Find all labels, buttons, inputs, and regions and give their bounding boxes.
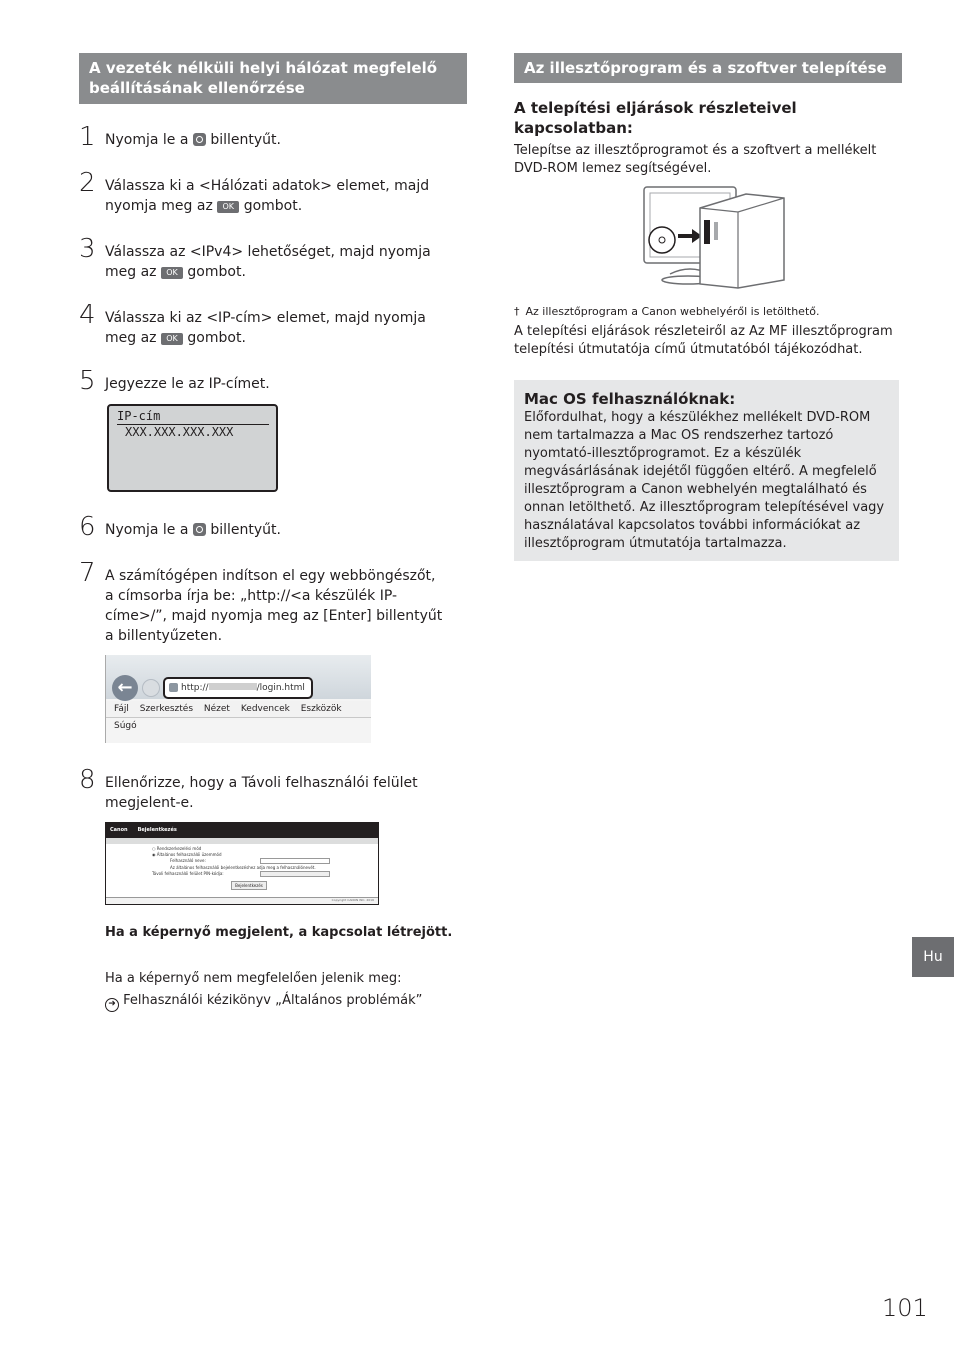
forward-button-icon xyxy=(142,679,160,697)
login-hint: Az általános felhasználói bejelentkezéshez adja meg a felhasználónevét. xyxy=(170,865,316,870)
step-number: 8 xyxy=(79,765,96,795)
remote-ui-topbar xyxy=(106,823,378,838)
remote-ui-title: Bejelentkezés xyxy=(137,827,177,833)
step-text: Nyomja le a billentyűt. xyxy=(105,522,281,538)
login-button: Bejelentkezés xyxy=(231,881,267,890)
pin-label: Távoli felhasználói felület PIN-kódja: xyxy=(152,871,224,876)
settings-menu-key-icon xyxy=(193,523,206,536)
mac-os-body: Előfordulhat, hogy a készülékhez mellékelt DVD-ROM nem tartalmazza a Mac OS rendszerhez tartozó nyomtató-illesztőprogramot. Ez a készülék megvásárlásának idejétől függően eltérő. A megfelelő illesztőprogram a Canon webhelyén megtalálható és onnan letölthető. Az illesztőprogram telepítésével vagy használatával kapcsolatos további információkat az illesztőprogram útmutatója tartalmazza. xyxy=(524,410,885,551)
install-guide-info: A telepítési eljárások részleteiről az Az MF illesztőprogram telepítési útmutatója című útmutatóból tájékozódhat. xyxy=(514,324,893,357)
menu-file: Fájl xyxy=(114,704,129,714)
step-text: A számítógépen indítson el egy webböngészőt, a címsorba írja be: „http://<a készülék IP-címe>/”, majd nyomja meg az [Enter] billentyűt a billentyűzeten. xyxy=(105,568,443,644)
step-text: Válassza ki a <Hálózati adatok> elemet, majd nyomja meg az OK gombot. xyxy=(105,178,430,214)
mac-os-note-box xyxy=(514,380,899,561)
section-header-wireless-check: A vezeték nélküli helyi hálózat megfelelő beállításának ellenőrzése xyxy=(79,53,467,104)
step-number: 3 xyxy=(79,234,96,264)
browser-screenshot xyxy=(105,655,371,743)
step-text: Nyomja le a billentyűt. xyxy=(105,132,281,148)
blurred-ip xyxy=(209,683,257,690)
step-number: 5 xyxy=(79,366,96,396)
user-name-field xyxy=(260,858,330,864)
settings-menu-key-icon xyxy=(193,133,206,146)
ok-key-icon: OK xyxy=(161,333,183,345)
language-tab: Hu xyxy=(912,937,954,977)
back-arrow-icon: ← xyxy=(112,675,138,701)
step-text: Jegyezze le az IP-címet. xyxy=(105,376,270,392)
dvd-install-illustration-icon xyxy=(640,184,786,290)
manual-reference-link[interactable]: ➜ Felhasználói kézikönyv „Általános problémák” xyxy=(105,992,422,1012)
step-number: 7 xyxy=(79,558,96,588)
menu-favorites: Kedvencek xyxy=(240,704,290,714)
ok-key-icon: OK xyxy=(217,201,239,213)
browser-menubar xyxy=(106,701,371,731)
install-subheading: A telepítési eljárások részleteivel kapcsolatban: xyxy=(514,99,797,137)
step-text: Válassza ki az <IP-cím> elemet, majd nyomja meg az OK gombot. xyxy=(105,310,426,346)
note-not-shown: Ha a képernyő nem megfelelően jelenik meg: xyxy=(105,971,402,986)
option-admin: ○ Rendszerkezelési mód xyxy=(152,846,202,851)
step-number: 4 xyxy=(79,300,96,330)
page-icon xyxy=(169,683,178,692)
section-header-driver-install: Az illesztőprogram és a szoftver telepítése xyxy=(514,53,902,83)
address-bar: http:// /login.html xyxy=(163,677,313,699)
canon-logo: Canon xyxy=(110,827,128,833)
ok-key-icon: OK xyxy=(161,267,183,279)
copyright: Copyright CANON INC. 2016 xyxy=(331,898,374,902)
step-number: 1 xyxy=(79,122,96,152)
menu-help: Súgó xyxy=(114,721,137,731)
pin-field xyxy=(260,871,330,877)
page-number: 101 xyxy=(882,1294,928,1322)
install-intro: Telepítse az illesztőprogramot és a szoftvert a mellékelt DVD-ROM lemez segítségével. xyxy=(514,143,877,176)
mac-os-title: Mac OS felhasználóknak: xyxy=(524,390,736,408)
arrow-right-circle-icon: ➜ xyxy=(105,998,119,1012)
option-general-user: ◉ Általános felhasználói üzemmód xyxy=(152,852,222,857)
step-text: Ellenőrizze, hogy a Távoli felhasználói felület megjelent-e. xyxy=(105,775,418,811)
user-name-label: Felhasználó neve: xyxy=(170,858,206,863)
footnote: † Az illesztőprogram a Canon webhelyéről is letölthető. xyxy=(514,305,820,318)
lcd-ip-value: XXX.XXX.XXX.XXX xyxy=(125,425,234,439)
step-number: 6 xyxy=(79,512,96,542)
menu-view: Nézet xyxy=(203,704,230,714)
menu-tools: Eszközök xyxy=(300,704,342,714)
note-connected: Ha a képernyő megjelent, a kapcsolat létrejött. xyxy=(105,925,453,940)
lcd-title: IP-cím xyxy=(117,409,269,425)
step-number: 2 xyxy=(79,168,96,198)
lcd-display xyxy=(107,404,278,492)
step-text: Válassza az <IPv4> lehetőséget, majd nyomja meg az OK gombot. xyxy=(105,244,431,280)
remote-ui-screenshot xyxy=(105,822,379,905)
remote-ui-subbar xyxy=(106,838,378,844)
menu-edit: Szerkesztés xyxy=(139,704,194,714)
